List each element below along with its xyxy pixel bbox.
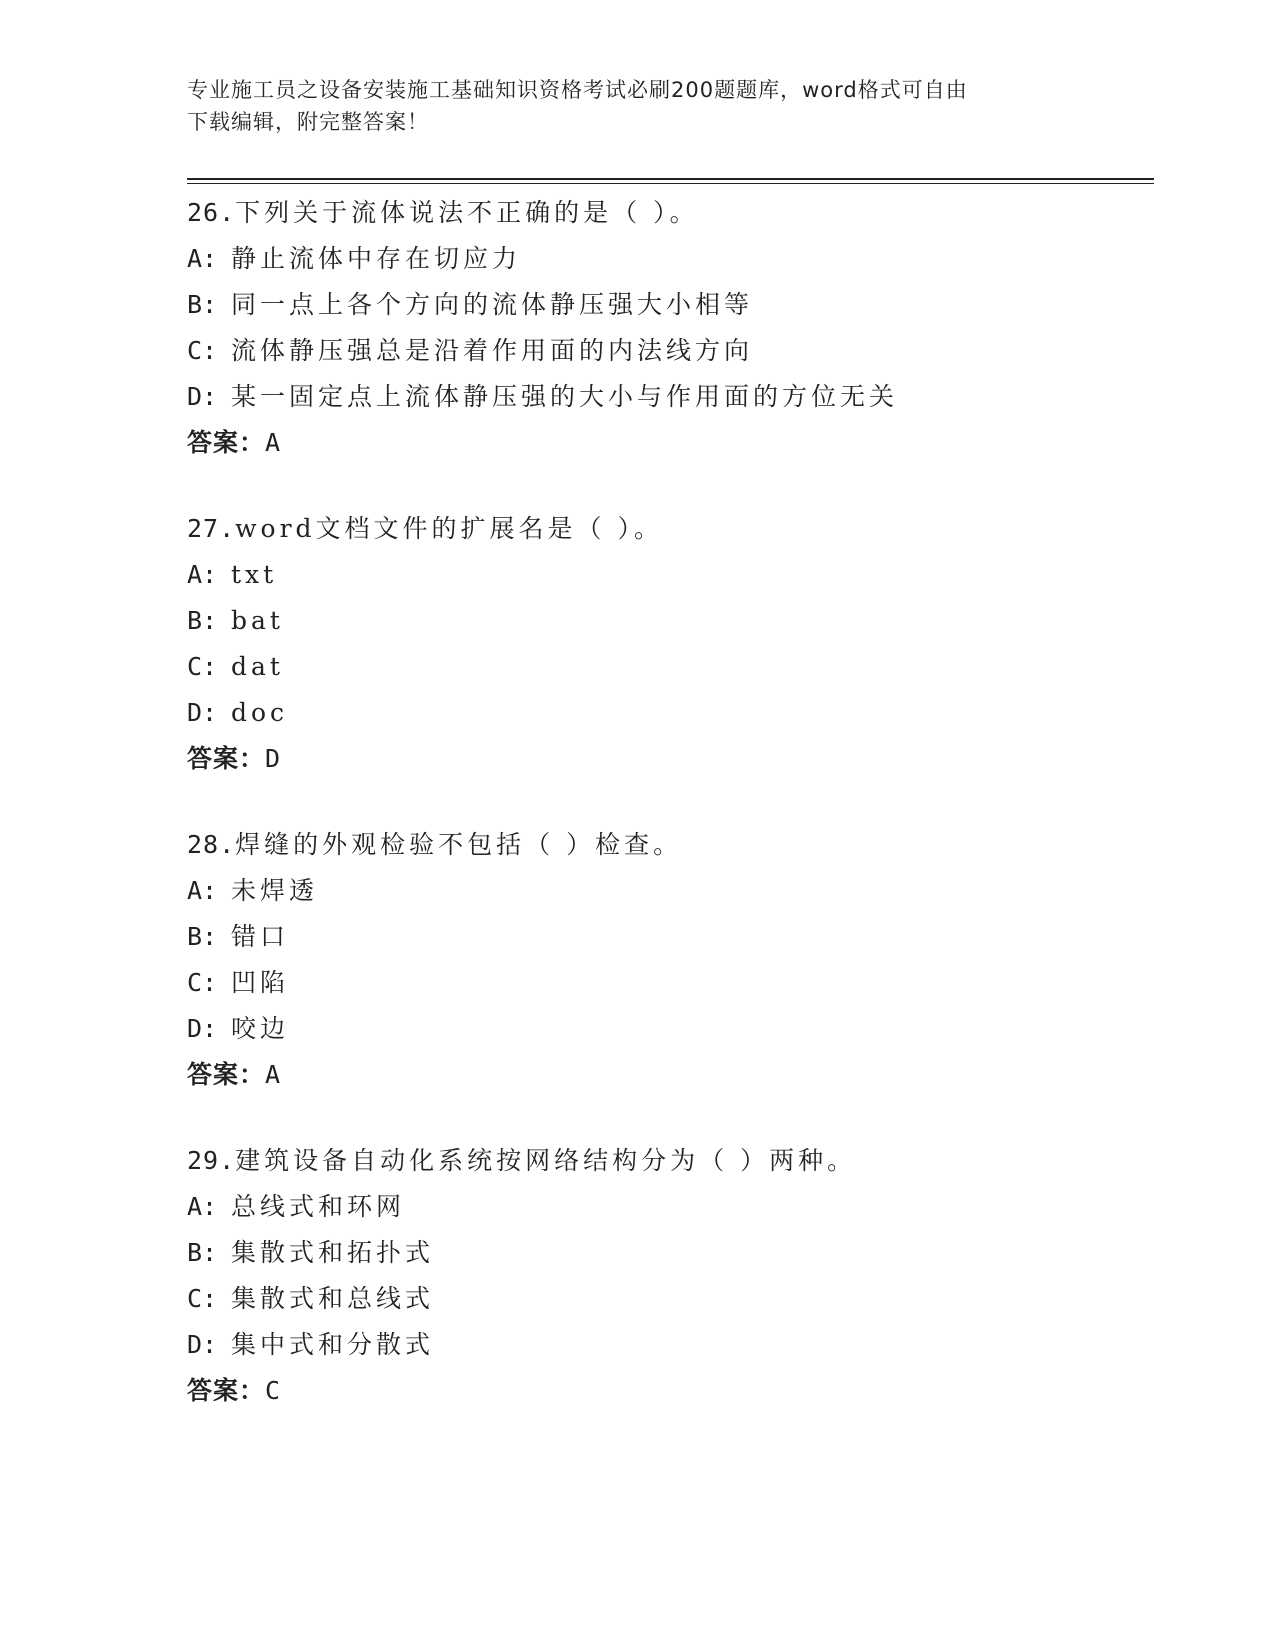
question-27	[187, 506, 1147, 782]
answer-line	[187, 1052, 1147, 1098]
question-number: 26.	[187, 198, 236, 227]
answer-label: 答案：	[187, 428, 266, 457]
option-text: 流体静压强总是沿着作用面的内法线方向	[231, 336, 754, 365]
option-a	[187, 236, 1147, 282]
question-28	[187, 822, 1147, 1098]
option-a	[187, 552, 1147, 598]
option-d	[187, 1006, 1147, 1052]
option-letter: D:	[187, 1014, 218, 1043]
option-text: 集散式和拓扑式	[231, 1238, 435, 1267]
option-letter: C:	[187, 336, 218, 365]
answer-line	[187, 736, 1147, 782]
option-b	[187, 914, 1147, 960]
option-text: 集中式和分散式	[231, 1330, 435, 1359]
answer-line	[187, 1368, 1147, 1414]
option-letter: B:	[187, 606, 218, 635]
answer-value: A	[265, 428, 282, 457]
option-letter: A:	[187, 1192, 218, 1221]
option-text: 集散式和总线式	[231, 1284, 435, 1313]
question-text: 焊缝的外观检验不包括（ ）检查。	[235, 830, 683, 859]
option-text: doc	[231, 698, 289, 727]
option-c	[187, 960, 1147, 1006]
option-c	[187, 644, 1147, 690]
option-letter: C:	[187, 652, 218, 681]
option-letter: B:	[187, 1238, 218, 1267]
document-header	[187, 74, 1087, 138]
option-d	[187, 690, 1147, 736]
option-text: 同一点上各个方向的流体静压强大小相等	[231, 290, 754, 319]
option-a	[187, 1184, 1147, 1230]
answer-label: 答案：	[187, 1376, 266, 1405]
option-text: txt	[231, 560, 278, 589]
option-letter: A:	[187, 560, 218, 589]
answer-value: A	[265, 1060, 282, 1089]
question-stem	[187, 506, 1147, 552]
answer-label: 答案：	[187, 1060, 266, 1089]
option-letter: C:	[187, 1284, 218, 1313]
option-text: 某一固定点上流体静压强的大小与作用面的方位无关	[231, 382, 899, 411]
header-line-1: 专业施工员之设备安装施工基础知识资格考试必刷200题题库，word格式可自由	[187, 78, 968, 102]
option-letter: D:	[187, 698, 218, 727]
option-letter: A:	[187, 876, 218, 905]
option-b	[187, 598, 1147, 644]
option-letter: A:	[187, 244, 218, 273]
question-stem	[187, 190, 1147, 236]
option-b	[187, 1230, 1147, 1276]
option-d	[187, 374, 1147, 420]
question-29	[187, 1138, 1147, 1414]
option-text: 错口	[231, 922, 290, 951]
question-26	[187, 190, 1147, 466]
header-divider-thin	[187, 183, 1154, 184]
question-text: 建筑设备自动化系统按网络结构分为（ ）两种。	[235, 1146, 857, 1175]
option-d	[187, 1322, 1147, 1368]
option-letter: B:	[187, 922, 218, 951]
option-text: 静止流体中存在切应力	[231, 244, 522, 273]
option-text: 咬边	[231, 1014, 290, 1043]
answer-value: C	[265, 1376, 282, 1405]
option-text: 凹陷	[231, 968, 290, 997]
question-text: 下列关于流体说法不正确的是（ ）。	[235, 198, 699, 227]
option-text: bat	[231, 606, 284, 635]
option-letter: C:	[187, 968, 218, 997]
question-stem	[187, 1138, 1147, 1184]
question-stem	[187, 822, 1147, 868]
answer-line	[187, 420, 1147, 466]
option-c	[187, 1276, 1147, 1322]
option-letter: D:	[187, 1330, 218, 1359]
question-text: word文档文件的扩展名是（ ）。	[235, 514, 664, 543]
option-text: 未焊透	[231, 876, 319, 905]
option-text: dat	[231, 652, 284, 681]
answer-label: 答案：	[187, 744, 266, 773]
option-b	[187, 282, 1147, 328]
question-number: 27.	[187, 514, 236, 543]
answer-value: D	[265, 744, 282, 773]
option-c	[187, 328, 1147, 374]
option-letter: D:	[187, 382, 218, 411]
option-a	[187, 868, 1147, 914]
option-text: 总线式和环网	[231, 1192, 406, 1221]
header-line-2: 下载编辑，附完整答案！	[187, 110, 429, 134]
question-number: 28.	[187, 830, 236, 859]
option-letter: B:	[187, 290, 218, 319]
header-divider	[187, 178, 1154, 180]
question-list	[187, 190, 1147, 1454]
question-number: 29.	[187, 1146, 236, 1175]
